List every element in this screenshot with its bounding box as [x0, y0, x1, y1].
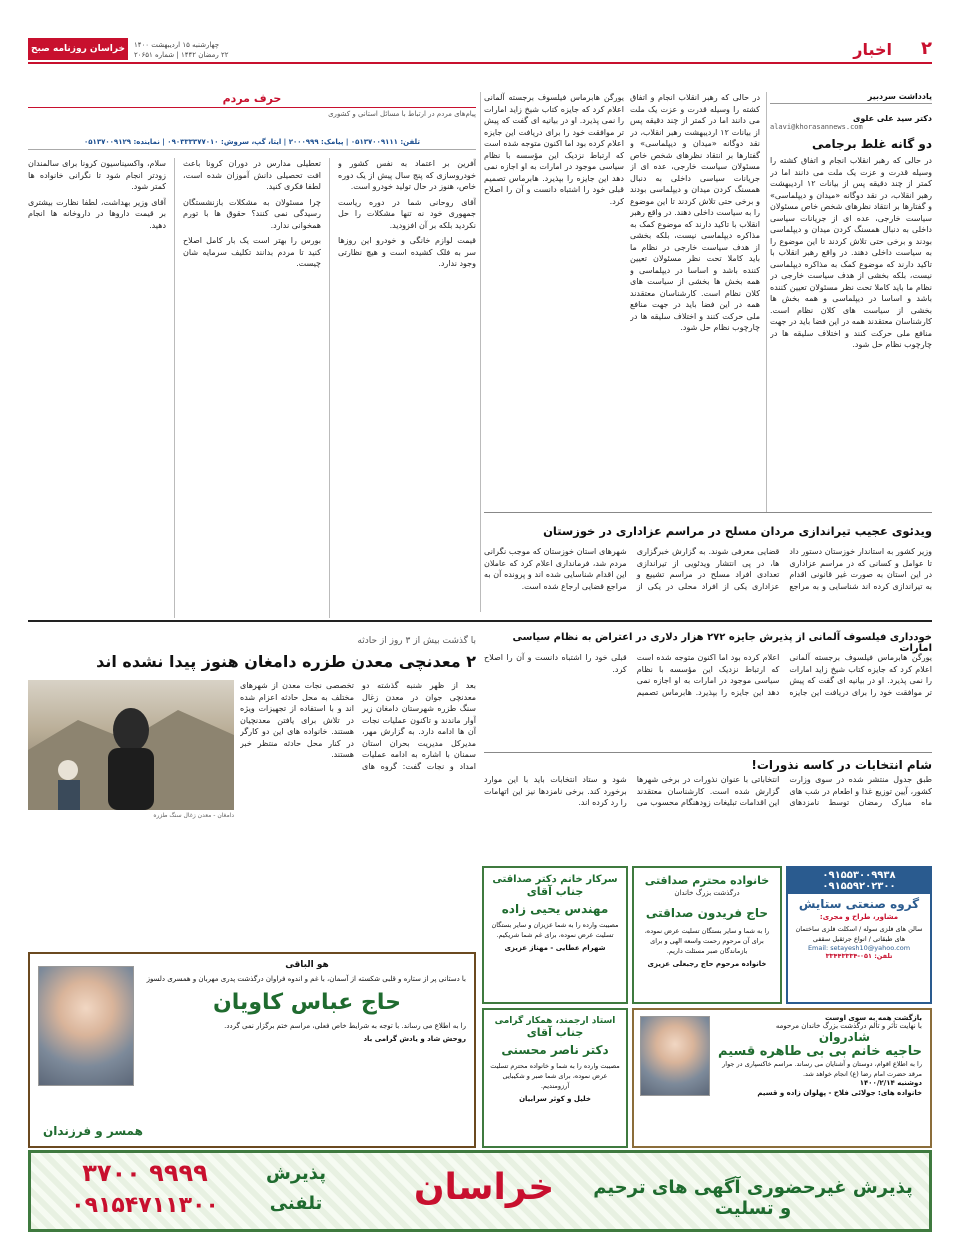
ad-m2-name: حاج عباس کاویان — [213, 990, 401, 1015]
harfe-mardom-items — [28, 158, 476, 618]
ad-company-tagline: مشاور، طراح و مجری: — [819, 913, 899, 921]
editorial-body: در حالی که رهبر انقلاب انجام و اتفاق کشته را وسیله قدرت و عزت یک ملت می دانند اما در کمتر از چند دقیقه پس از بیانات ۱۲ اردیبهشت رهبر انقلاب، در نقد دوگانه «میدان و دیپلماسی» و گفتارها بر انتقاد نظرهای شخص خاص مسئولان سیاست خارجی، عده ای از جریانات سیاسی داخلی به دنبال همسنگ کردن میدان و دیپلماسی بودند و برخی حتی تلاش کردند تا این موضوع را به سیاست داخلی دهند. در واقع رهبر انقلاب با تاکید دارند که موضوع کمک به مذاکره دیپلماسی نیست، بلکه بخشی از هدف سیاست خارجی در نظام ما باید کاملا تحت نظر مسئولان تعیین کننده باشد و اساسا در دیپلماسی و همه بخش ها بخشی از سیاست های کلان نظام است. کارشناسان معتقدند همه در این فضا باید در جهت منافع ملی حرکت کنند و اختلاف سلیقه ها در چارچوب نظام حل شود. — [770, 156, 932, 349]
list-item: آقای روحانی شما در دوره ریاست جمهوری خود نه تنها مشکلات را حل نکردید بلکه بر آن افزودید. — [338, 197, 476, 230]
dinner-article-body: طبق جدول منتشر شده در سوی وزارت کشور، آیین توزیع غذا و اطعام در شب های ماه مبارک رمضان توسط نامزدهای انتخاباتی با عنوان نذورات در برخی شهرها گزارش شده است. کارشناسان معتقدند این اقدامات تبلیغات زودهنگام محسوب می شود و ستاد انتخابات باید با این موارد برخورد کند. برخی نامزدها نیز این اتهامات را رد کرده اند. — [484, 775, 932, 807]
section-rule — [484, 752, 932, 753]
mine-photo-caption: دامغان - معدن زغال سنگ طزره — [153, 812, 234, 819]
mine-article-body: بعد از ظهر شنبه گذشته دو معدنچی جوان در معدن زغال سنگ طزره شهرستان دامغان زیر آوار ماندند و تاکنون عملیات نجات آن ها ادامه دارد. به گزارش مهر، مدیرکل مدیریت بحران استان سمنان با اشاره به ادامه عملیات امداد و نجات گفت: گروه های تخصصی نجات معدن از شهرهای مختلف به محل حادثه اعزام شده اند و با استفاده از تجهیزات ویژه در تلاش برای یافتن معدنچیان هستند. خانواده های این دو کارگر در کنار محل حادثه منتظر خبر هستند. — [240, 681, 476, 771]
issue-dates — [134, 40, 228, 60]
award-article-body: یورگن هابرماس فیلسوف برجسته آلمانی اعلام کرد که جایزه کتاب شیخ زاید امارات را نمی پذیرد. او در بیانیه ای گفت که پیش تر موافقت خود را برای دریافت این جایزه اعلام کرده بود اما اکنون متوجه شده است که ارتباط نزدیک این مؤسسه با نظام سیاسی موجود در امارات به او اجازه نمی دهد این جایزه را بپذیرد. هابرماس تصمیم قبلی خود را اشتباه دانست و آن را اصلاح کرد. — [484, 653, 932, 697]
ad-m1-body: را به اطلاع اقوام، دوستان و آشنایان می رساند. مراسم خاکسپاری در جوار مرقد حضرت امام رضا (ع) انجام خواهد شد. — [722, 1060, 922, 1078]
ad-m2-header: هو الباقی — [285, 960, 329, 970]
column-divider — [480, 92, 481, 612]
bottom-banner — [28, 1150, 932, 1232]
list-item: سلام، واکسیناسیون کرونا برای سالمندان زودتر انجام شود تا نگرانی خانواده ها کمتر شود. — [28, 159, 166, 191]
harfe-mardom-col-c — [28, 158, 166, 618]
ad-company-phone1: ۰۹۱۵۵۳۰۰۹۹۳۸ — [822, 870, 896, 881]
harfe-mardom-contacts: تلفن: ۰۵۱۳۷۰۰۹۱۱۱ | پیامک: ۲۰۰۰۹۹۹ | ایتا، گپ، سروش: ۰۹۰۳۳۳۳۷۷۰۱۰ | نماینده: ۰۵۱۳۷۰۰۹۱۲۹ — [28, 138, 476, 150]
ad-condolence-3 — [482, 1008, 628, 1148]
editorial-email: alavi@khorasannews.com — [770, 123, 863, 131]
ad-m2-family: همسر و فرزندان — [43, 1124, 143, 1138]
page-header — [28, 38, 932, 76]
harfe-mardom-col-a — [338, 158, 476, 618]
editorial-byline: دکتر سید علی علوی — [852, 114, 932, 123]
issue-date-line1: چهارشنبه ۱۵ اردیبهشت ۱۴۰۰ — [134, 41, 220, 49]
list-item: آقای وزیر بهداشت، لطفا نظارت بیشتری بر قیمت داروها در داروخانه ها انجام دهید. — [28, 197, 166, 230]
ad-memorial-1 — [632, 1008, 932, 1148]
editorial-kicker: یادداشت سردبیر — [770, 92, 932, 104]
issue-date-line2: ۲۲ رمضان ۱۴۴۲ | شماره ۲۰۶۵۱ — [134, 51, 229, 59]
ad-c3-body: مصیبت وارده را به شما و خانواده محترم تسلیت عرض نموده، برای شما صبر و شکیبایی آرزومندیم. — [490, 1062, 620, 1090]
ad-m1-date: دوشنبه ۱۴۰۰/۲/۱۴ — [859, 1079, 922, 1087]
harfe-mardom-title: حرف مردم — [28, 92, 476, 108]
ad-c1-line: درگذشت بزرگ خاندان — [674, 889, 740, 897]
list-item: چرا مسئولان به مشکلات بازنشستگان رسیدگی نمی کنند؟ حقوق ها با تورم همخوانی ندارد. — [183, 197, 321, 230]
dinner-article-title: شام انتخابات در کاسه نذورات! — [751, 758, 932, 772]
ad-m2-body: را به اطلاع می رساند. با توجه به شرایط خاص فعلی، مراسم ختم برگزار نمی گردد. — [224, 1022, 466, 1030]
section-title: اخبار — [853, 40, 892, 59]
editorial-column — [770, 92, 932, 502]
column-divider — [329, 158, 330, 618]
section-rule — [28, 620, 932, 622]
ad-c2-header: سرکار خانم دکتر صداقتی — [492, 874, 618, 885]
ad-c3-from: خلیل و کوثر سرابیان — [519, 1095, 591, 1103]
ad-c1-from: خانواده مرحوم حاج رجبعلی عزیزی — [647, 960, 767, 968]
banner-brand: خراسان — [413, 1167, 555, 1208]
header-rule — [28, 62, 932, 64]
column-divider — [766, 92, 767, 512]
mine-article-title: ۲ معدنچی معدن طزره دامغان هنوز پیدا نشده اند — [96, 652, 476, 671]
ad-m1-title: شادروان — [818, 1030, 870, 1044]
harfe-mardom-subtitle: پیام‌های مردم در ارتباط با مسائل استانی و کشوری — [328, 110, 476, 118]
list-item: تعطیلی مدارس در دوران کرونا باعث افت تحصیلی دانش آموزان شده است، لطفا فکری کنید. — [183, 159, 321, 191]
ad-memorial-2 — [28, 952, 476, 1148]
ad-condolence-1 — [632, 866, 782, 1004]
banner-phone1: ۳۷۰۰ ۹۹۹۹ — [82, 1159, 208, 1187]
mine-photo — [28, 680, 234, 810]
memorial-1-portrait — [640, 1016, 710, 1096]
ad-company-name: گروه صنعتی ستایش — [798, 897, 920, 911]
miner-figure-icon — [28, 680, 234, 810]
banner-phone2: ۰۹۱۵۴۷۱۱۳۰۰ — [71, 1193, 219, 1218]
ad-m1-name: حاجیه خانم بی بی طاهره قسیم — [718, 1044, 922, 1059]
lead-article-body: وزیر کشور به استاندار خوزستان دستور داد تا عوامل و کسانی که در مراسم عزاداری در این استان به صورت غیر قانونی اقدام به تیراندازی کرده اند شناسایی و به مراجع قضایی معرفی شوند. به گزارش خبرگزاری ها، در پی انتشار ویدئویی از تیراندازی تعدادی افراد مسلح در مراسم تشییع و عزاداری یکی از افراد محلی در یکی از شهرهای استان خوزستان که موجب نگرانی مردم شد، فرمانداری اعلام کرد که عاملان این اقدام شناسایی شده اند و پرونده آن به مراجع قضایی ارجاع شده است. — [484, 547, 932, 591]
ad-company-tel: تلفن: ۰۵۱-۳۳۴۴۳۳۳۴ — [825, 952, 893, 960]
ad-m1-family: خانواده های: جولائی فلاح - پهلوان زاده و قسیم — [757, 1089, 922, 1097]
harfe-mardom-col-b — [183, 158, 321, 618]
ad-c2-sub: جناب آقای — [526, 885, 584, 898]
ad-company — [786, 866, 932, 1004]
ad-company-phone2: ۰۹۱۵۵۹۲۰۲۳۰۰ — [822, 881, 896, 892]
banner-tel-label: تلفنی — [269, 1193, 323, 1214]
banner-text: پذیرش غیرحضوری آگهی های ترحیم و تسلیت — [593, 1177, 913, 1219]
brand-logo: خراسان روزنامه صبح ایران — [28, 38, 128, 60]
ad-company-phones — [788, 868, 930, 894]
ad-m1-intro: با نهایت تأثر و تألم درگذشت بزرگ خاندان مرحومه — [775, 1022, 922, 1030]
award-article-title: خودداری فیلسوف آلمانی از پذیرش جایزه ۲۷۲ هزار دلاری در اعتراض به نظام سیاسی امارات — [512, 632, 932, 654]
page-number: ۲ — [921, 38, 932, 59]
ad-company-services: سالن های فلزی سوله / اسکلت فلزی ساختمان های طبقاتی / انواع جرثقیل سقفی — [795, 925, 923, 943]
lead-body-col2: یورگن هابرماس فیلسوف برجسته آلمانی اعلام کرد که جایزه کتاب شیخ زاید امارات را نمی پذیرد. او در بیانیه ای گفت که پیش تر موافقت خود را برای دریافت این جایزه اعلام کرده بود اما اکنون متوجه شده است که ارتباط نزدیک این مؤسسه با نظام سیاسی موجود در امارات به او اجازه نمی دهد این جایزه را بپذیرد. هابرماس تصمیم قبلی خود را اشتباه دانست و آن را اصلاح کرد. — [484, 93, 624, 206]
ad-c1-header: خانواده محترم صداقتی — [644, 874, 770, 887]
list-item: قیمت لوازم خانگی و خودرو این روزها سر به فلک کشیده است و هیچ نظارتی وجود ندارد. — [338, 236, 476, 268]
ad-c3-header: استاد ارجمند، همکار گرامی — [494, 1016, 616, 1026]
ad-c2-from: شهرام عطایی - مهناز عزیزی — [504, 944, 606, 952]
ad-c2-name: مهندس یحیی زاده — [501, 902, 609, 916]
section-rule — [484, 512, 932, 513]
list-item: آفرین بر اعتماد به نفس کشور و خودروسازی که پنج سال پیش از یک دوره خاص، هنوز در حال تولید خودرو است. — [338, 159, 476, 191]
list-item: بورس را بهتر است یک بار کامل اصلاح کنید تا مردم بدانند تکلیف سرمایه شان چیست. — [183, 236, 321, 268]
ad-c3-name: دکتر ناصر محسنی — [501, 1043, 609, 1057]
ad-c1-body: را به شما و سایر بستگان تسلیت عرض نموده، برای آن مرحوم رحمت واسعه الهی و برای بازماندگان صبر مسئلت داریم. — [644, 927, 770, 955]
banner-accept: پذیرش — [266, 1163, 326, 1184]
harfe-mardom-block — [28, 92, 476, 612]
ad-m1-header: بازگشت همه به سوی اوست — [824, 1014, 922, 1022]
lead-body-col1: در حالی که رهبر انقلاب انجام و اتفاق کشته را وسیله قدرت و عزت یک ملت می دانند اما در کمتر از چند دقیقه پس از بیانات ۱۲ اردیبهشت رهبر انقلاب، در نقد دوگانه «میدان و دیپلماسی» و گفتارها بر انتقاد نظرهای شخص خاص مسئولان سیاست خارجی، عده ای از جریانات سیاسی داخلی به دنبال همسنگ کردن میدان و دیپلماسی بودند و برخی حتی تلاش کردند تا این موضوع را به سیاست داخلی دهند. در واقع رهبر انقلاب با تاکید دارند که موضوع کمک به مذاکره دیپلماسی نیست، بلکه بخشی از هدف سیاست خارجی در نظام ما باید کاملا تحت نظر مسئولان تعیین کننده باشد و اساسا در دیپلماسی و همه بخش ها بخشی از سیاست های کلان نظام است. کارشناسان معتقدند همه در این فضا باید در جهت منافع ملی حرکت کنند و اختلاف سلیقه ها در چارچوب نظام حل شود. — [630, 93, 760, 332]
ad-c1-name: حاج فریدون صداقتی — [645, 906, 769, 920]
ad-company-email: Email: setayesh10@yahoo.com — [807, 944, 911, 952]
ad-c3-sub: جناب آقای — [526, 1026, 584, 1039]
editorial-title: دو گانه غلط برجامی — [811, 137, 932, 151]
memorial-2-portrait — [38, 966, 134, 1086]
lead-article-title: ویدئوی عجیب تیراندازی مردان مسلح در مراسم عزاداری در خوزستان — [543, 524, 932, 538]
ad-m2-intro: با دستانی پر از ستاره و قلبی شکسته از آسمان، با غم و اندوه فراوان درگذشت پدری مهربان و همسری دلسوز — [146, 975, 466, 983]
ad-c2-body: مصیبت وارده را به شما عزیزان و سایر بستگان تسلیت عرض نموده، برای غم شما شریکیم. — [491, 921, 619, 939]
ad-condolence-2 — [482, 866, 628, 1004]
mine-article-kicker: با گذشت بیش از ۳ روز از حادثه — [357, 636, 476, 646]
column-divider — [174, 158, 175, 618]
ad-m2-note: روحش شاد و یادش گرامی باد — [363, 1035, 466, 1043]
